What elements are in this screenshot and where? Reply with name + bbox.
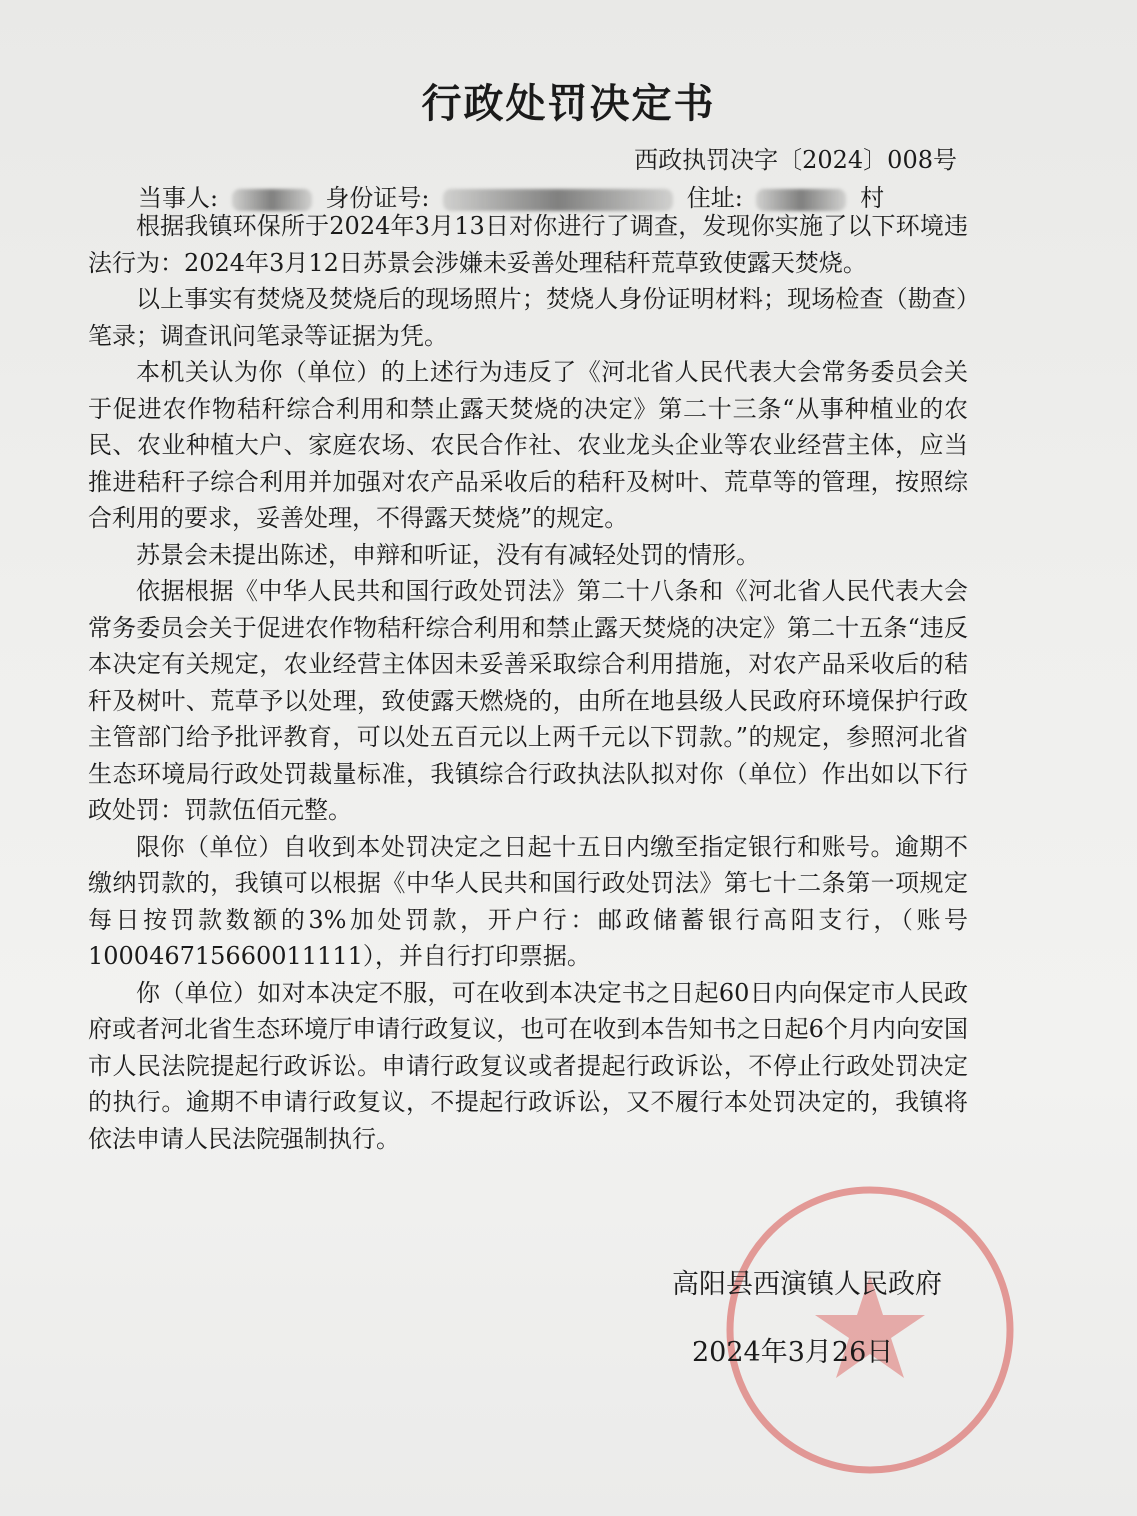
id-number-label: 身份证号: <box>325 184 430 212</box>
issuer-name: 高阳县西演镇人民政府 <box>672 1269 942 1300</box>
paragraph-investigation: 根据我镇环保所于2024年3月13日对你进行了调查，发现你实施了以下环境违法行为：2024年3月12日苏景会涉嫌未妥善处理秸秆荒草致使露天焚烧。 <box>88 212 968 277</box>
paragraph-appeal: 你（单位）如对本决定不服，可在收到本决定书之日起60日内向保定市人民政府或者河北省生态环境厅申请行政复议，也可在收到本告知书之日起6个月内向安国市人民法院提起行政诉讼。申请行政复议或者提起行政诉讼，不停止行政处罚决定的执行。逾期不申请行政复议，不提起行政诉讼，又不履行本处罚决定的，我镇将依法申请人民法院强制执行。 <box>88 978 968 1153</box>
paragraph-penalty-basis: 依据根据《中华人民共和国行政处罚法》第二十八条和《河北省人民代表大会常务委员会关于促进农作物秸秆综合利用和禁止露天焚烧的决定》第二十五条“违反本决定有关规定，农业经营主体因未妥善采取综合利用措施，对农产品采收后的秸秆及树叶、荒草予以处理，致使露天燃烧的，由所在地县级人民政府环境保护行政主管部门给予批评教育，可以处五百元以上两千元以下罚款。”的规定，参照河北省生态环境局行政处罚裁量标准，我镇综合行政执法队拟对你（单位）作出如以下行政处罚：罚款伍佰元整。 <box>88 577 968 824</box>
paragraph-payment: 限你（单位）自收到本处罚决定之日起十五日内缴至指定银行和账号。逾期不缴纳罚款的，我镇可以根据《中华人民共和国行政处罚法》第七十二条第一项规定每日按罚款数额的3%加处罚款，开户行：邮政储蓄银行高阳支行，（账号100046715660011111），并自行打印票据。 <box>88 832 968 970</box>
document-number: 西政执罚决字〔2024〕008号 <box>634 146 957 174</box>
address-tail: 村 <box>860 184 885 212</box>
paragraph-evidence: 以上事实有焚烧及焚烧后的现场照片；焚烧人身份证明材料；现场检查（勘查）笔录；调查讯问笔录等证据为凭。 <box>88 285 968 350</box>
document-body <box>88 208 968 1157</box>
address-label: 住址: <box>686 184 743 212</box>
issue-date: 2024年3月26日 <box>692 1337 894 1368</box>
document-title: 行政处罚决定书 <box>421 80 716 127</box>
paragraph-violation: 本机关认为你（单位）的上述行为违反了《河北省人民代表大会常务委员会关于促进农作物秸秆综合利用和禁止露天焚烧的决定》第二十三条“从事种植业的农民、农业种植大户、家庭农场、农民合作社、农业龙头企业等农业经营主体，应当推进秸秆子综合利用并加强对农产品采收后的秸秆及树叶、荒草等的管理，按照综合利用的要求，妥善处理，不得露天焚烧”的规定。 <box>88 358 968 532</box>
party-label: 当事人: <box>138 184 219 212</box>
paragraph-no-defense: 苏景会未提出陈述，申辩和听证，没有有减轻处罚的情形。 <box>136 540 760 569</box>
